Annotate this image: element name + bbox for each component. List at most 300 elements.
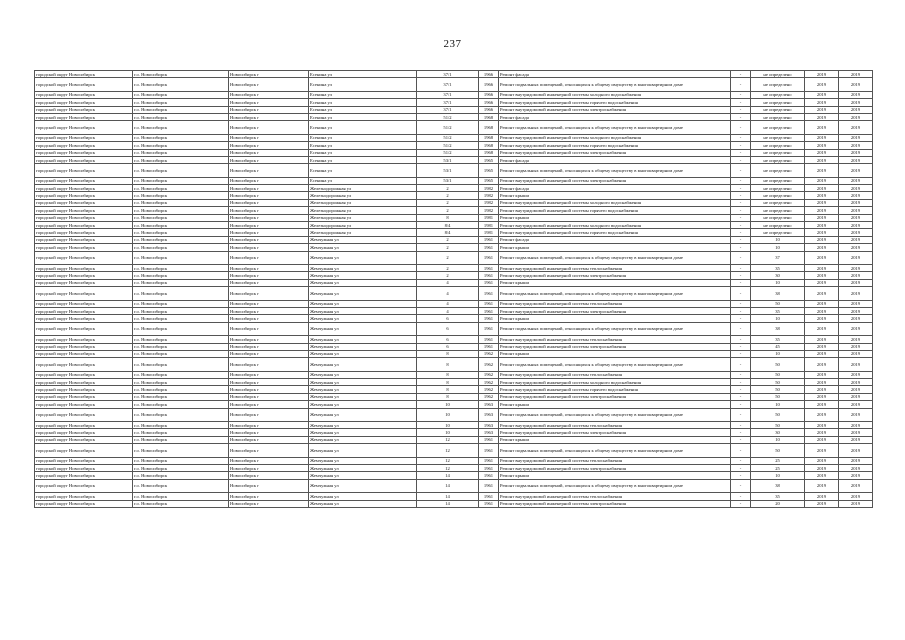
- okrug-cell: городской округ Новосибирск: [35, 300, 133, 307]
- municipality-cell: г.о. Новосибирск: [133, 99, 229, 106]
- start-year-cell: 2019: [805, 99, 839, 106]
- cost-cell: 50: [751, 358, 805, 371]
- municipality-cell: г.о. Новосибирск: [133, 343, 229, 350]
- house-cell: 8: [417, 393, 479, 400]
- amount-cell: -: [731, 222, 751, 229]
- end-year-cell: 2019: [839, 386, 873, 393]
- house-cell: 2: [417, 264, 479, 271]
- amount-cell: -: [731, 429, 751, 436]
- cost-cell: 35: [751, 307, 805, 314]
- amount-cell: -: [731, 358, 751, 371]
- end-year-cell: 2019: [839, 214, 873, 221]
- cost-cell: 10: [751, 279, 805, 286]
- cost-cell: 50: [751, 422, 805, 429]
- build-year-cell: 1966: [479, 78, 499, 91]
- work-type-cell: Ремонт внутридомовой инженерной системы теплоснабжения: [499, 264, 731, 271]
- municipality-cell: г.о. Новосибирск: [133, 192, 229, 199]
- amount-cell: -: [731, 300, 751, 307]
- table-row: [35, 307, 873, 314]
- amount-cell: -: [731, 315, 751, 322]
- table-row: [35, 207, 873, 214]
- amount-cell: -: [731, 71, 751, 78]
- street-cell: Есенина ул: [309, 149, 417, 156]
- municipality-cell: г.о. Новосибирск: [133, 472, 229, 479]
- house-cell: 6: [417, 315, 479, 322]
- amount-cell: -: [731, 457, 751, 464]
- street-cell: Жемчужная ул: [309, 307, 417, 314]
- work-type-cell: Ремонт крыши: [499, 192, 731, 199]
- okrug-cell: городской округ Новосибирск: [35, 336, 133, 343]
- municipality-cell: г.о. Новосибирск: [133, 264, 229, 271]
- build-year-cell: 1981: [479, 229, 499, 236]
- cost-cell: не определено: [751, 199, 805, 206]
- house-cell: 8/4: [417, 222, 479, 229]
- settlement-cell: Новосибирск г: [229, 493, 309, 500]
- settlement-cell: Новосибирск г: [229, 91, 309, 98]
- okrug-cell: городской округ Новосибирск: [35, 350, 133, 357]
- build-year-cell: 1961: [479, 315, 499, 322]
- work-type-cell: Ремонт подвальных помещений, относящихся к общему имуществу в многоквартирном доме: [499, 358, 731, 371]
- amount-cell: -: [731, 379, 751, 386]
- build-year-cell: 1961: [479, 457, 499, 464]
- start-year-cell: 2019: [805, 386, 839, 393]
- amount-cell: -: [731, 164, 751, 177]
- cost-cell: не определено: [751, 134, 805, 141]
- table-row: [35, 393, 873, 400]
- house-cell: 2: [417, 272, 479, 279]
- table-row: [35, 264, 873, 271]
- work-type-cell: Ремонт внутридомовой инженерной системы теплоснабжения: [499, 422, 731, 429]
- work-type-cell: Ремонт внутридомовой инженерной системы горячего водоснабжения: [499, 386, 731, 393]
- work-type-cell: Ремонт подвальных помещений, относящихся к общему имуществу в многоквартирном доме: [499, 287, 731, 300]
- street-cell: Есенина ул: [309, 156, 417, 163]
- build-year-cell: 1965: [479, 156, 499, 163]
- house-cell: 8: [417, 214, 479, 221]
- work-type-cell: Ремонт крыши: [499, 436, 731, 443]
- settlement-cell: Новосибирск г: [229, 177, 309, 184]
- okrug-cell: городской округ Новосибирск: [35, 222, 133, 229]
- okrug-cell: городской округ Новосибирск: [35, 379, 133, 386]
- table-row: [35, 244, 873, 251]
- end-year-cell: 2019: [839, 134, 873, 141]
- table-row: [35, 479, 873, 492]
- municipality-cell: г.о. Новосибирск: [133, 444, 229, 457]
- cost-cell: 30: [751, 272, 805, 279]
- build-year-cell: 1961: [479, 436, 499, 443]
- house-cell: 6: [417, 322, 479, 335]
- cost-cell: 50: [751, 393, 805, 400]
- municipality-cell: г.о. Новосибирск: [133, 177, 229, 184]
- build-year-cell: 1961: [479, 336, 499, 343]
- cost-cell: не определено: [751, 164, 805, 177]
- settlement-cell: Новосибирск г: [229, 379, 309, 386]
- municipality-cell: г.о. Новосибирск: [133, 464, 229, 471]
- build-year-cell: 1965: [479, 177, 499, 184]
- work-type-cell: Ремонт подвальных помещений, относящихся к общему имуществу в многоквартирном доме: [499, 251, 731, 264]
- okrug-cell: городской округ Новосибирск: [35, 429, 133, 436]
- cost-cell: не определено: [751, 177, 805, 184]
- okrug-cell: городской округ Новосибирск: [35, 99, 133, 106]
- settlement-cell: Новосибирск г: [229, 444, 309, 457]
- settlement-cell: Новосибирск г: [229, 436, 309, 443]
- street-cell: Жемчужная ул: [309, 315, 417, 322]
- settlement-cell: Новосибирск г: [229, 300, 309, 307]
- work-type-cell: Ремонт внутридомовой инженерной системы электроснабжения: [499, 307, 731, 314]
- work-type-cell: Ремонт внутридомовой инженерной системы электроснабжения: [499, 500, 731, 507]
- table-row: [35, 322, 873, 335]
- house-cell: 10: [417, 408, 479, 421]
- amount-cell: -: [731, 401, 751, 408]
- street-cell: Жемчужная ул: [309, 493, 417, 500]
- amount-cell: -: [731, 479, 751, 492]
- end-year-cell: 2019: [839, 121, 873, 134]
- settlement-cell: Новосибирск г: [229, 113, 309, 120]
- build-year-cell: 1965: [479, 164, 499, 177]
- build-year-cell: 1962: [479, 393, 499, 400]
- build-year-cell: 1966: [479, 99, 499, 106]
- work-type-cell: Ремонт внутридомовой инженерной системы холодного водоснабжения: [499, 134, 731, 141]
- build-year-cell: 1963: [479, 422, 499, 429]
- amount-cell: -: [731, 264, 751, 271]
- end-year-cell: 2019: [839, 300, 873, 307]
- start-year-cell: 2019: [805, 222, 839, 229]
- start-year-cell: 2019: [805, 113, 839, 120]
- end-year-cell: 2019: [839, 408, 873, 421]
- house-cell: 37/1: [417, 106, 479, 113]
- amount-cell: -: [731, 106, 751, 113]
- table-row: [35, 379, 873, 386]
- cost-cell: 50: [751, 444, 805, 457]
- table-row: [35, 236, 873, 243]
- cost-cell: 35: [751, 493, 805, 500]
- municipality-cell: г.о. Новосибирск: [133, 214, 229, 221]
- street-cell: Есенина ул: [309, 78, 417, 91]
- start-year-cell: 2019: [805, 192, 839, 199]
- table-row: [35, 113, 873, 120]
- settlement-cell: Новосибирск г: [229, 343, 309, 350]
- municipality-cell: г.о. Новосибирск: [133, 279, 229, 286]
- municipality-cell: г.о. Новосибирск: [133, 500, 229, 507]
- street-cell: Жемчужная ул: [309, 251, 417, 264]
- okrug-cell: городской округ Новосибирск: [35, 113, 133, 120]
- start-year-cell: 2019: [805, 408, 839, 421]
- street-cell: Есенина ул: [309, 177, 417, 184]
- work-type-cell: Ремонт внутридомовой инженерной системы теплоснабжения: [499, 336, 731, 343]
- municipality-cell: г.о. Новосибирск: [133, 371, 229, 378]
- start-year-cell: 2019: [805, 307, 839, 314]
- work-type-cell: Ремонт внутридомовой инженерной системы холодного водоснабжения: [499, 222, 731, 229]
- settlement-cell: Новосибирск г: [229, 315, 309, 322]
- okrug-cell: городской округ Новосибирск: [35, 457, 133, 464]
- cost-cell: не определено: [751, 156, 805, 163]
- settlement-cell: Новосибирск г: [229, 422, 309, 429]
- table-row: [35, 436, 873, 443]
- end-year-cell: 2019: [839, 479, 873, 492]
- municipality-cell: г.о. Новосибирск: [133, 358, 229, 371]
- capital-repair-table-sheet: [34, 70, 872, 508]
- amount-cell: -: [731, 393, 751, 400]
- work-type-cell: Ремонт внутридомовой инженерной системы горячего водоснабжения: [499, 99, 731, 106]
- start-year-cell: 2019: [805, 401, 839, 408]
- street-cell: Жемчужная ул: [309, 244, 417, 251]
- start-year-cell: 2019: [805, 500, 839, 507]
- municipality-cell: г.о. Новосибирск: [133, 251, 229, 264]
- build-year-cell: 1961: [479, 479, 499, 492]
- build-year-cell: 1961: [479, 493, 499, 500]
- cost-cell: не определено: [751, 192, 805, 199]
- house-cell: 8: [417, 386, 479, 393]
- work-type-cell: Ремонт подвальных помещений, относящихся к общему имуществу в многоквартирном доме: [499, 444, 731, 457]
- house-cell: 2: [417, 207, 479, 214]
- start-year-cell: 2019: [805, 343, 839, 350]
- start-year-cell: 2019: [805, 121, 839, 134]
- start-year-cell: 2019: [805, 156, 839, 163]
- street-cell: Жемчужная ул: [309, 422, 417, 429]
- capital-repair-table: [34, 70, 873, 508]
- house-cell: 8/4: [417, 229, 479, 236]
- street-cell: Жемчужная ул: [309, 393, 417, 400]
- settlement-cell: Новосибирск г: [229, 479, 309, 492]
- end-year-cell: 2019: [839, 236, 873, 243]
- end-year-cell: 2019: [839, 444, 873, 457]
- cost-cell: не определено: [751, 185, 805, 192]
- amount-cell: -: [731, 444, 751, 457]
- end-year-cell: 2019: [839, 99, 873, 106]
- cost-cell: 25: [751, 457, 805, 464]
- table-row: [35, 287, 873, 300]
- street-cell: Есенина ул: [309, 99, 417, 106]
- street-cell: Есенина ул: [309, 106, 417, 113]
- street-cell: Жемчужная ул: [309, 457, 417, 464]
- start-year-cell: 2019: [805, 279, 839, 286]
- work-type-cell: Ремонт внутридомовой инженерной системы холодного водоснабжения: [499, 379, 731, 386]
- street-cell: Жемчужная ул: [309, 408, 417, 421]
- build-year-cell: 1962: [479, 379, 499, 386]
- amount-cell: -: [731, 386, 751, 393]
- cost-cell: 10: [751, 315, 805, 322]
- house-cell: 4: [417, 287, 479, 300]
- build-year-cell: 1982: [479, 192, 499, 199]
- settlement-cell: Новосибирск г: [229, 222, 309, 229]
- table-row: [35, 142, 873, 149]
- end-year-cell: 2019: [839, 71, 873, 78]
- work-type-cell: Ремонт крыши: [499, 350, 731, 357]
- end-year-cell: 2019: [839, 222, 873, 229]
- amount-cell: -: [731, 350, 751, 357]
- build-year-cell: 1961: [479, 343, 499, 350]
- end-year-cell: 2019: [839, 500, 873, 507]
- house-cell: 2: [417, 199, 479, 206]
- street-cell: Железнодорожная ул: [309, 222, 417, 229]
- table-row: [35, 472, 873, 479]
- amount-cell: -: [731, 113, 751, 120]
- settlement-cell: Новосибирск г: [229, 106, 309, 113]
- settlement-cell: Новосибирск г: [229, 279, 309, 286]
- build-year-cell: 1962: [479, 358, 499, 371]
- start-year-cell: 2019: [805, 287, 839, 300]
- settlement-cell: Новосибирск г: [229, 371, 309, 378]
- work-type-cell: Ремонт подвальных помещений, относящихся к общему имуществу в многоквартирном доме: [499, 164, 731, 177]
- end-year-cell: 2019: [839, 229, 873, 236]
- start-year-cell: 2019: [805, 134, 839, 141]
- house-cell: 8: [417, 379, 479, 386]
- end-year-cell: 2019: [839, 251, 873, 264]
- start-year-cell: 2019: [805, 244, 839, 251]
- end-year-cell: 2019: [839, 464, 873, 471]
- table-row: [35, 401, 873, 408]
- start-year-cell: 2019: [805, 229, 839, 236]
- start-year-cell: 2019: [805, 358, 839, 371]
- end-year-cell: 2019: [839, 350, 873, 357]
- start-year-cell: 2019: [805, 272, 839, 279]
- street-cell: Жемчужная ул: [309, 358, 417, 371]
- municipality-cell: г.о. Новосибирск: [133, 222, 229, 229]
- table-row: [35, 422, 873, 429]
- okrug-cell: городской округ Новосибирск: [35, 192, 133, 199]
- end-year-cell: 2019: [839, 207, 873, 214]
- cost-cell: 38: [751, 322, 805, 335]
- street-cell: Жемчужная ул: [309, 350, 417, 357]
- street-cell: Железнодорожная ул: [309, 214, 417, 221]
- settlement-cell: Новосибирск г: [229, 264, 309, 271]
- okrug-cell: городской округ Новосибирск: [35, 343, 133, 350]
- house-cell: 14: [417, 500, 479, 507]
- build-year-cell: 1961: [479, 444, 499, 457]
- work-type-cell: Ремонт крыши: [499, 214, 731, 221]
- municipality-cell: г.о. Новосибирск: [133, 185, 229, 192]
- house-cell: 14: [417, 472, 479, 479]
- settlement-cell: Новосибирск г: [229, 214, 309, 221]
- amount-cell: -: [731, 343, 751, 350]
- cost-cell: 37: [751, 251, 805, 264]
- cost-cell: 30: [751, 429, 805, 436]
- okrug-cell: городской округ Новосибирск: [35, 401, 133, 408]
- municipality-cell: г.о. Новосибирск: [133, 315, 229, 322]
- house-cell: 51/2: [417, 121, 479, 134]
- end-year-cell: 2019: [839, 78, 873, 91]
- street-cell: Жемчужная ул: [309, 322, 417, 335]
- amount-cell: -: [731, 464, 751, 471]
- start-year-cell: 2019: [805, 177, 839, 184]
- amount-cell: -: [731, 307, 751, 314]
- house-cell: 12: [417, 464, 479, 471]
- okrug-cell: городской округ Новосибирск: [35, 272, 133, 279]
- build-year-cell: 1961: [479, 307, 499, 314]
- street-cell: Жемчужная ул: [309, 279, 417, 286]
- street-cell: Есенина ул: [309, 71, 417, 78]
- build-year-cell: 1963: [479, 401, 499, 408]
- municipality-cell: г.о. Новосибирск: [133, 113, 229, 120]
- build-year-cell: 1961: [479, 244, 499, 251]
- municipality-cell: г.о. Новосибирск: [133, 429, 229, 436]
- amount-cell: -: [731, 185, 751, 192]
- settlement-cell: Новосибирск г: [229, 78, 309, 91]
- amount-cell: -: [731, 472, 751, 479]
- cost-cell: не определено: [751, 222, 805, 229]
- settlement-cell: Новосибирск г: [229, 99, 309, 106]
- start-year-cell: 2019: [805, 91, 839, 98]
- okrug-cell: городской округ Новосибирск: [35, 393, 133, 400]
- table-row: [35, 350, 873, 357]
- house-cell: 10: [417, 401, 479, 408]
- build-year-cell: 1968: [479, 134, 499, 141]
- settlement-cell: Новосибирск г: [229, 134, 309, 141]
- municipality-cell: г.о. Новосибирск: [133, 350, 229, 357]
- street-cell: Жемчужная ул: [309, 287, 417, 300]
- settlement-cell: Новосибирск г: [229, 350, 309, 357]
- settlement-cell: Новосибирск г: [229, 236, 309, 243]
- page-number: 237: [443, 38, 462, 50]
- cost-cell: не определено: [751, 207, 805, 214]
- table-row: [35, 185, 873, 192]
- okrug-cell: городской округ Новосибирск: [35, 315, 133, 322]
- end-year-cell: 2019: [839, 142, 873, 149]
- house-cell: 10: [417, 422, 479, 429]
- municipality-cell: г.о. Новосибирск: [133, 236, 229, 243]
- start-year-cell: 2019: [805, 264, 839, 271]
- cost-cell: 25: [751, 464, 805, 471]
- street-cell: Жемчужная ул: [309, 436, 417, 443]
- amount-cell: -: [731, 192, 751, 199]
- municipality-cell: г.о. Новосибирск: [133, 207, 229, 214]
- start-year-cell: 2019: [805, 429, 839, 436]
- build-year-cell: 1966: [479, 106, 499, 113]
- municipality-cell: г.о. Новосибирск: [133, 106, 229, 113]
- work-type-cell: Ремонт фасада: [499, 71, 731, 78]
- street-cell: Жемчужная ул: [309, 401, 417, 408]
- amount-cell: -: [731, 121, 751, 134]
- house-cell: 4: [417, 300, 479, 307]
- build-year-cell: 1968: [479, 121, 499, 134]
- amount-cell: -: [731, 229, 751, 236]
- municipality-cell: г.о. Новосибирск: [133, 142, 229, 149]
- okrug-cell: городской округ Новосибирск: [35, 479, 133, 492]
- house-cell: 4: [417, 279, 479, 286]
- municipality-cell: г.о. Новосибирск: [133, 386, 229, 393]
- okrug-cell: городской округ Новосибирск: [35, 307, 133, 314]
- okrug-cell: городской округ Новосибирск: [35, 78, 133, 91]
- okrug-cell: городской округ Новосибирск: [35, 436, 133, 443]
- end-year-cell: 2019: [839, 472, 873, 479]
- house-cell: 14: [417, 493, 479, 500]
- build-year-cell: 1982: [479, 199, 499, 206]
- end-year-cell: 2019: [839, 199, 873, 206]
- house-cell: 8: [417, 358, 479, 371]
- house-cell: 53/1: [417, 164, 479, 177]
- work-type-cell: Ремонт фасада: [499, 185, 731, 192]
- build-year-cell: 1961: [479, 472, 499, 479]
- settlement-cell: Новосибирск г: [229, 229, 309, 236]
- start-year-cell: 2019: [805, 322, 839, 335]
- end-year-cell: 2019: [839, 279, 873, 286]
- house-cell: 8: [417, 371, 479, 378]
- street-cell: Жемчужная ул: [309, 300, 417, 307]
- table-row: [35, 222, 873, 229]
- work-type-cell: Ремонт внутридомовой инженерной системы электроснабжения: [499, 429, 731, 436]
- municipality-cell: г.о. Новосибирск: [133, 300, 229, 307]
- street-cell: Жемчужная ул: [309, 379, 417, 386]
- start-year-cell: 2019: [805, 436, 839, 443]
- work-type-cell: Ремонт внутридомовой инженерной системы холодного водоснабжения: [499, 91, 731, 98]
- table-row: [35, 214, 873, 221]
- settlement-cell: Новосибирск г: [229, 429, 309, 436]
- okrug-cell: городской округ Новосибирск: [35, 236, 133, 243]
- end-year-cell: 2019: [839, 106, 873, 113]
- build-year-cell: 1966: [479, 91, 499, 98]
- work-type-cell: Ремонт подвальных помещений, относящихся к общему имуществу в многоквартирном доме: [499, 322, 731, 335]
- end-year-cell: 2019: [839, 457, 873, 464]
- okrug-cell: городской округ Новосибирск: [35, 251, 133, 264]
